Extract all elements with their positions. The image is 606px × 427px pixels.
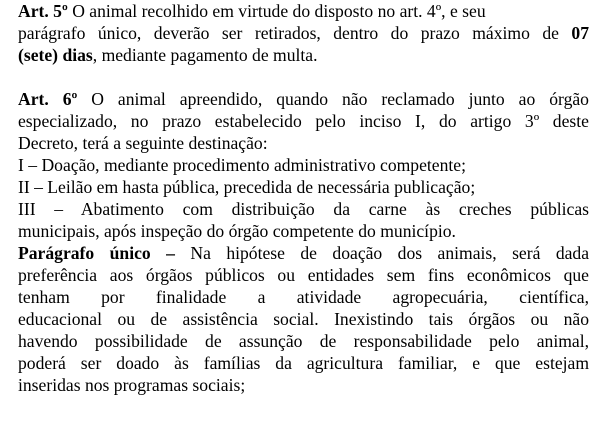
paragrafo-line-5 [18,330,589,352]
art6-item-1-text: I – Doação, mediante procedimento administrativo competente; [18,155,466,175]
art6-line-3 [18,132,589,154]
art6-item-3-line-1 [18,198,589,220]
art6-line-2 [18,110,589,132]
art5-text-3: , mediante pagamento de multa. [92,45,318,65]
paragrafo-line-2 [18,264,589,286]
paragrafo-line-1 [18,242,589,264]
paragrafo-line-4 [18,308,589,330]
paragrafo-text-6: poderá ser doado às famílias da agricultura familiar, e que estejam [18,353,590,373]
paragrafo-text-3: tenham por finalidade a atividade agropecuária, científica, [18,287,589,307]
paragrafo-line-7 [18,374,589,396]
paragrafo-text-2: preferência aos órgãos públicos ou entidades sem fins econômicos que [18,265,589,285]
art5-text-2: parágrafo único, deverão ser retirados, dentro do prazo máximo de [18,23,559,43]
paragrafo-text-5: havendo possibilidade de assunção de responsabilidade pelo animal, [18,331,589,351]
art5-text-1: O animal recolhido em virtude do disposto no art. 4º, e seu [72,1,486,21]
paragrafo-text-4: educacional ou de assistência social. Inexistindo tais órgãos ou não [18,309,590,329]
paragrafo-line-6 [18,352,589,374]
document-body [18,0,589,396]
art6-item-1 [18,154,589,176]
art6-item-3-text-1: III – Abatimento com distribuição da carne às creches públicas [18,199,589,219]
art5-line-3 [18,44,589,66]
paragraph-spacer [18,66,589,88]
art6-item-2-text: II – Leilão em hasta pública, precedida de necessária publicação; [18,177,476,197]
art6-item-2 [18,176,589,198]
paragrafo-line-3 [18,286,589,308]
art6-item-3-text-2: municipais, após inspeção do órgão competente do município. [18,221,456,241]
art5-bold-days-text: (sete) dias [18,45,93,65]
art6-line-1 [18,88,589,110]
art5-label: Art. 5º [18,1,68,21]
paragrafo-text-7: inseridas nos programas sociais; [18,375,246,395]
art5-bold-days-number: 07 [571,23,589,43]
art6-label: Art. 6º [18,89,78,109]
paragrafo-text-1: Na hipótese de doação dos animais, será dada [190,243,590,263]
art5-line-1 [18,0,589,22]
paragrafo-label: Parágrafo único – [18,243,175,263]
art6-text-3: Decreto, terá a seguinte destinação: [18,133,268,153]
art6-text-2: especializado, no prazo estabelecido pelo inciso I, do artigo 3º deste [18,111,589,131]
art5-line-2 [18,22,589,44]
art6-text-1: O animal apreendido, quando não reclamado junto ao órgão [91,89,589,109]
art6-item-3-line-2 [18,220,589,242]
